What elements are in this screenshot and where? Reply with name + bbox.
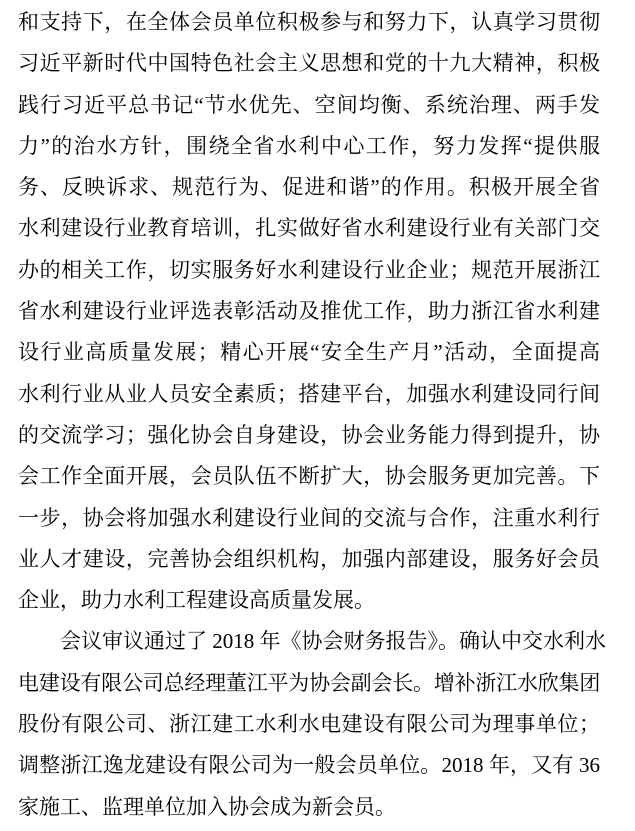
text-line: 业人才建设，完善协会组织机构，加强内部建设，服务好会员 <box>18 546 600 571</box>
text-line: 一步，协会将加强水利建设行业间的交流与合作，注重水利行 <box>18 505 600 530</box>
paragraph-1 <box>18 2 600 621</box>
text-line: 会工作全面开展，会员队伍不断扩大，协会服务更加完善。下 <box>18 464 600 489</box>
text-line: 省水利建设行业评选表彰活动及推优工作，助力浙江省水利建 <box>18 299 600 324</box>
text-line: 家施工、监理单位加入协会成为新会员。 <box>18 794 396 819</box>
text-line: 习近平新时代中国特色社会主义思想和党的十九大精神，积极 <box>18 51 600 76</box>
text-line: 办的相关工作，切实服务好水利建设行业企业；规范开展浙江 <box>18 257 600 282</box>
text-line: 设行业高质量发展；精心开展“安全生产月”活动，全面提高 <box>18 340 600 365</box>
text-line: 务、反映诉求、规范行为、促进和谐”的作用。积极开展全省 <box>18 175 600 200</box>
text-line: 和支持下，在全体会员单位积极参与和努力下，认真学习贯彻 <box>18 10 600 34</box>
paragraph-2 <box>18 621 606 827</box>
text-line: 践行习近平总书记“节水优先、空间均衡、系统治理、两手发 <box>18 92 600 117</box>
text-line: 电建设有限公司总经理董江平为协会副会长。增补浙江水欣集团 <box>18 670 600 695</box>
text-line: 调整浙江逸龙建设有限公司为一般会员单位。2018 年，又有 36 <box>18 753 600 778</box>
text-line: 企业，助力水利工程建设高质量发展。 <box>18 588 375 613</box>
text-line: 的交流学习；强化协会自身建设，协会业务能力得到提升，协 <box>18 422 600 447</box>
text-line: 水利建设行业教育培训，扎实做好省水利建设行业有关部门交 <box>18 216 600 241</box>
text-line: 股份有限公司、浙江建工水利水电建设有限公司为理事单位； <box>18 712 600 737</box>
text-line: 会议审议通过了 2018 年《协会财务报告》。确认中交水利水 <box>60 629 606 654</box>
text-line: 力”的治水方针，围绕全省水利中心工作，努力发挥“提供服 <box>18 133 600 158</box>
text-line: 水利行业从业人员安全素质；搭建平台，加强水利建设同行间 <box>18 381 600 406</box>
